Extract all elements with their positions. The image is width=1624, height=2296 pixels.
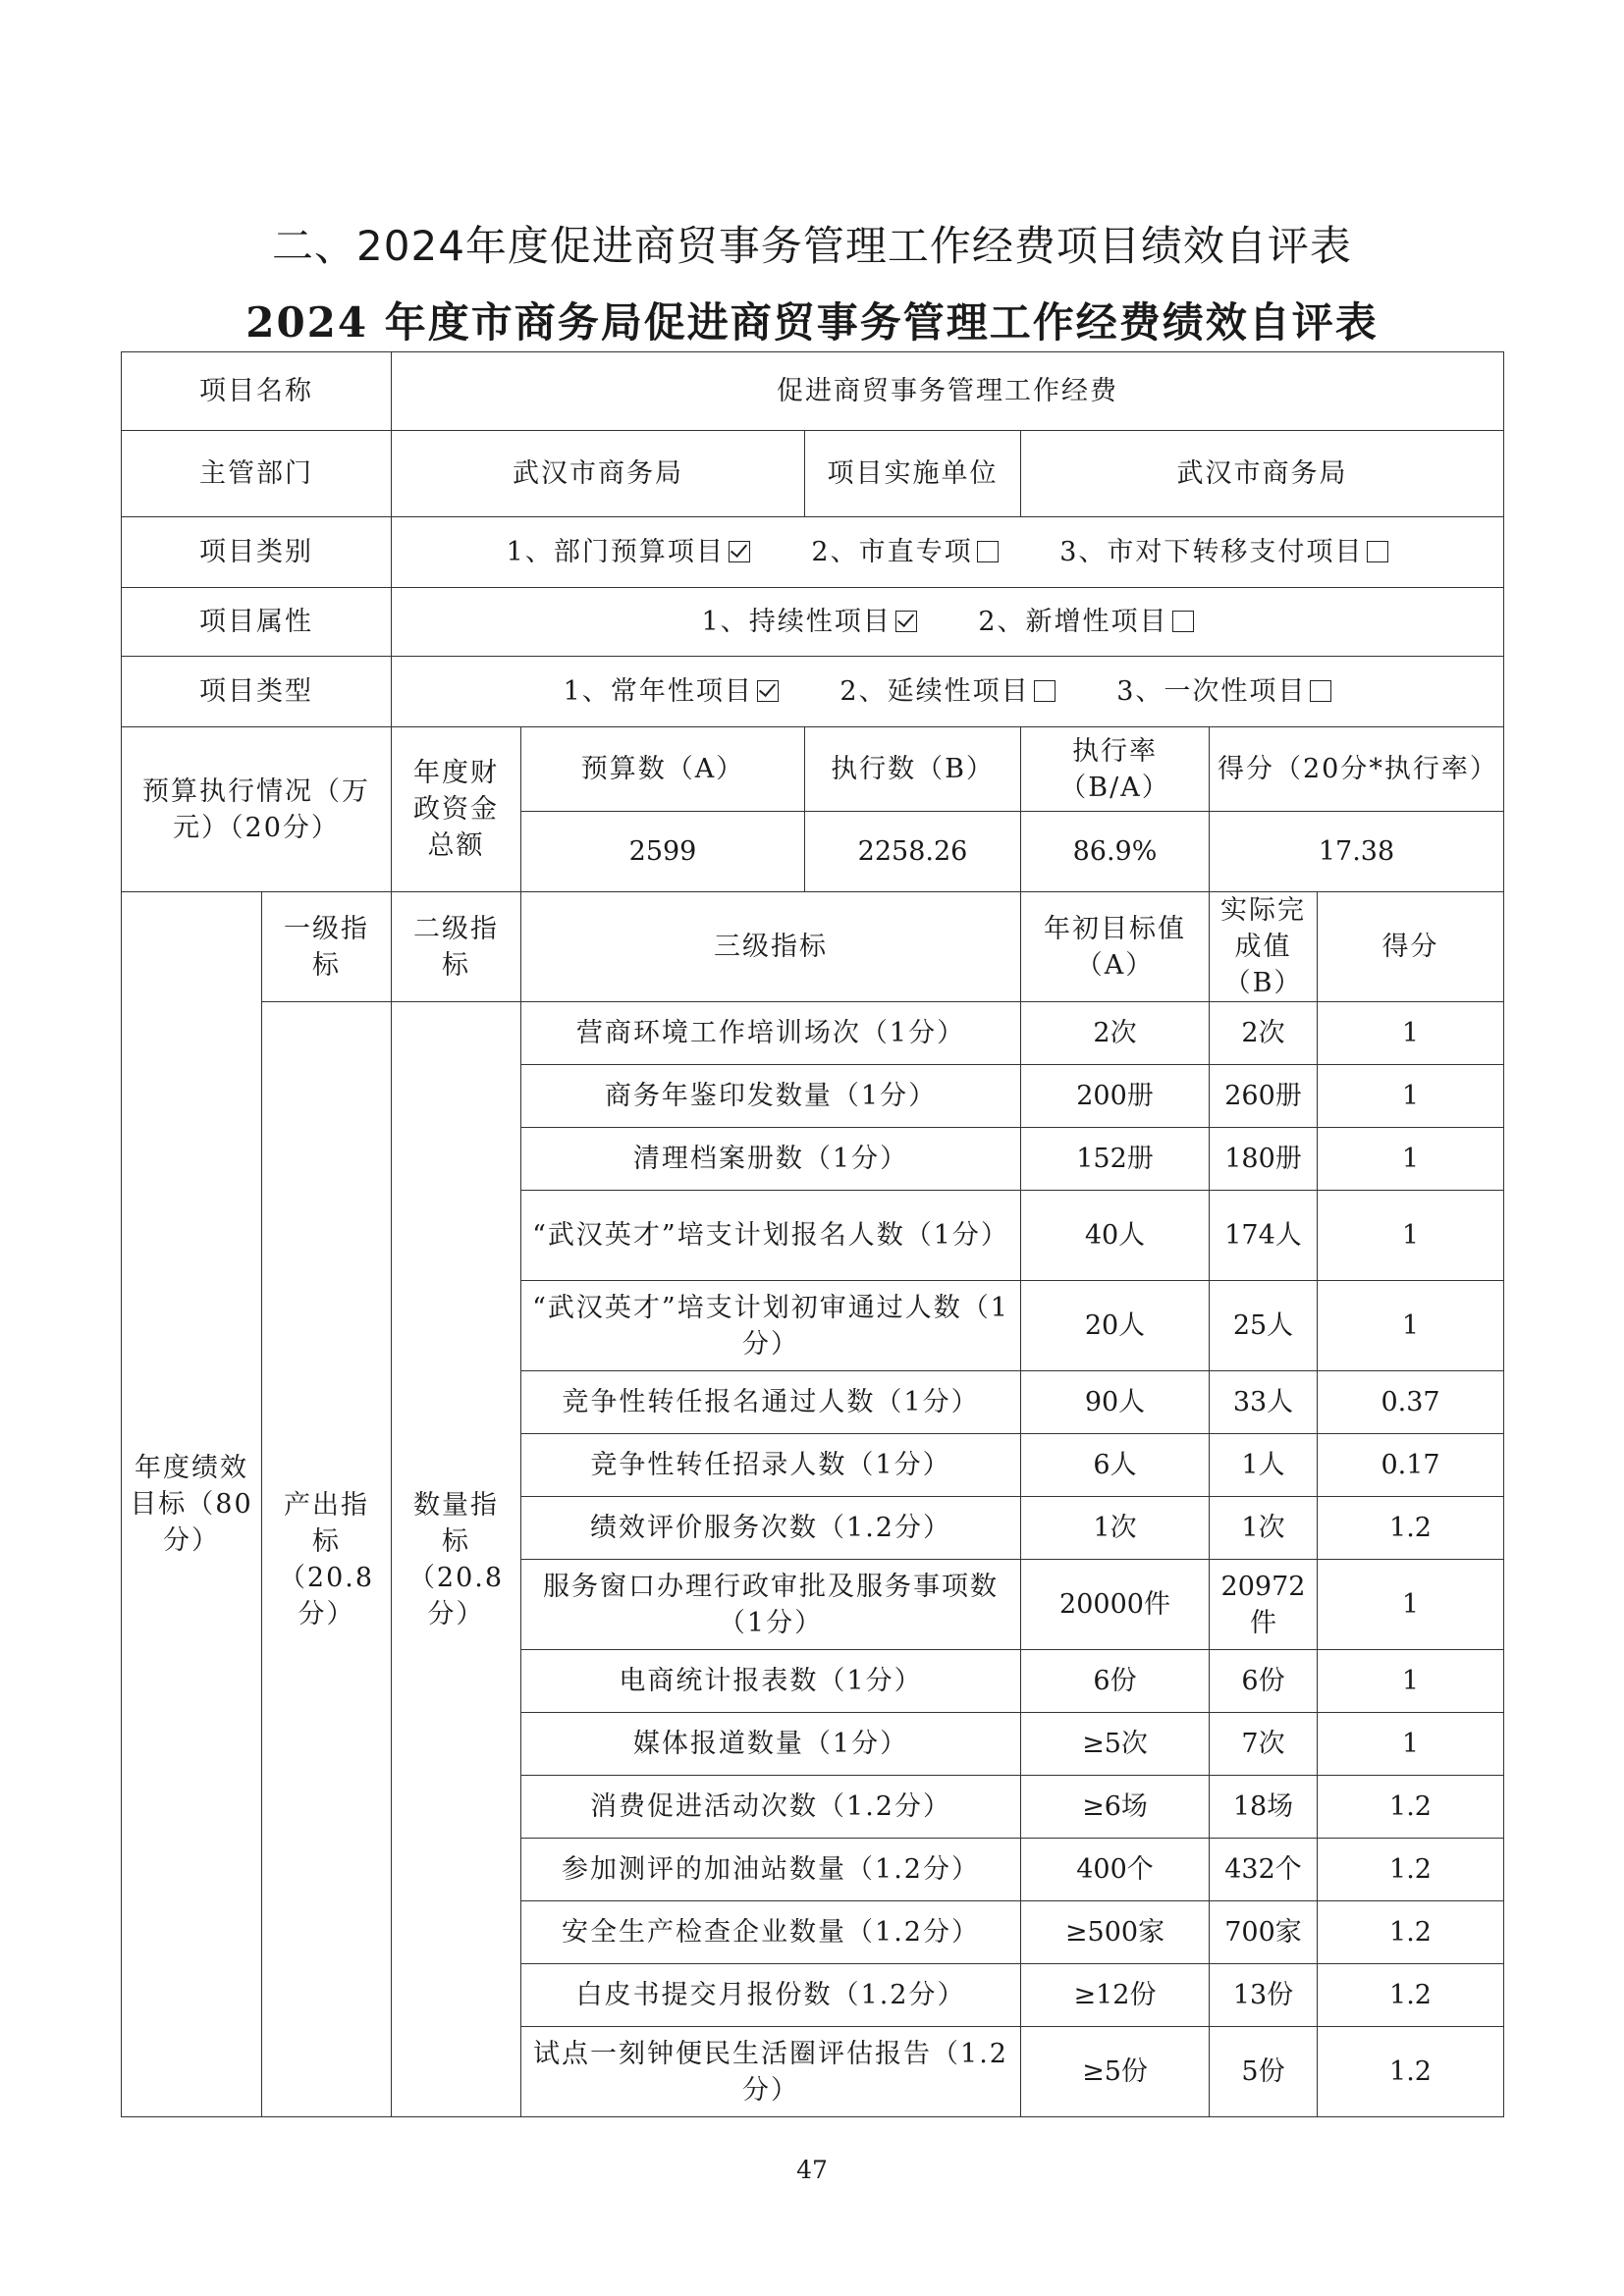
indicator-name: 绩效评价服务次数（1.2分）: [521, 1497, 1021, 1560]
indicator-score: 1.2: [1318, 2027, 1504, 2117]
level3-header: 三级指标: [521, 892, 1021, 1002]
budget-rate-value: 86.9%: [1021, 812, 1210, 892]
indicator-score: 1.2: [1318, 1497, 1504, 1560]
indicator-name: 消费促进活动次数（1.2分）: [521, 1776, 1021, 1839]
indicator-name: 电商统计报表数（1分）: [521, 1650, 1021, 1713]
level2-header: 二级指标: [392, 892, 521, 1002]
category-option-2-text: 2、市直专项: [811, 537, 973, 567]
indicator-target: ≥6场: [1021, 1776, 1210, 1839]
category-row: [122, 517, 1504, 588]
department-row: [122, 431, 1504, 517]
indicator-actual: 20972件: [1210, 1560, 1318, 1650]
indicator-score: 1: [1318, 1191, 1504, 1281]
project-name-label: 项目名称: [122, 352, 392, 431]
category-option-2: [811, 534, 998, 570]
actual-header: 实际完成值（B）: [1210, 892, 1318, 1002]
indicator-name: 参加测评的加油站数量（1.2分）: [521, 1839, 1021, 1901]
budget-col-a: 预算数（A）: [521, 727, 805, 812]
annual-goal-label: 年度绩效目标（80分）: [122, 892, 262, 2117]
level1-output-indicator: 产出指标（20.8分）: [262, 1002, 392, 2117]
category-option-1: [507, 534, 750, 570]
level1-header: 一级指标: [262, 892, 392, 1002]
indicator-target: 20000件: [1021, 1560, 1210, 1650]
checked-checkbox-icon: [895, 611, 917, 632]
indicator-actual: 700家: [1210, 1901, 1318, 1964]
indicator-score: 1: [1318, 1002, 1504, 1065]
type-option-3: [1116, 673, 1331, 710]
budget-col-rate: 执行率（B/A）: [1021, 727, 1210, 812]
level2-quantity-indicator: 数量指标（20.8分）: [392, 1002, 521, 2117]
indicator-actual: 1人: [1210, 1434, 1318, 1497]
indicator-score: 1.2: [1318, 1901, 1504, 1964]
attribute-option-1-text: 1、持续性项目: [701, 607, 892, 637]
page-number: 47: [796, 2156, 828, 2184]
indicator-name: 竞争性转任招录人数（1分）: [521, 1434, 1021, 1497]
target-header: 年初目标值（A）: [1021, 892, 1210, 1002]
indicator-header-row: [122, 892, 1504, 1002]
attribute-option-2: [978, 604, 1193, 640]
indicator-score: 0.17: [1318, 1434, 1504, 1497]
budget-col-score: 得分（20分*执行率）: [1210, 727, 1504, 812]
indicator-target: 2次: [1021, 1002, 1210, 1065]
category-option-3-text: 3、市对下转移支付项目: [1059, 537, 1364, 567]
category-option-3: [1059, 534, 1388, 570]
indicator-actual: 13份: [1210, 1964, 1318, 2027]
indicator-score: 1: [1318, 1713, 1504, 1776]
type-option-1-text: 1、常年性项目: [563, 676, 753, 707]
indicator-actual: 260册: [1210, 1065, 1318, 1128]
indicator-name: 媒体报道数量（1分）: [521, 1713, 1021, 1776]
indicator-score: 1: [1318, 1128, 1504, 1191]
category-option-1-text: 1、部门预算项目: [506, 537, 725, 567]
indicator-name: 试点一刻钟便民生活圈评估报告（1.2分）: [521, 2027, 1021, 2117]
indicator-target: 6份: [1021, 1650, 1210, 1713]
budget-a-value: 2599: [521, 812, 805, 892]
empty-checkbox-icon: [1172, 611, 1194, 632]
type-option-2: [839, 673, 1055, 710]
type-option-1: [564, 673, 779, 710]
indicator-score: 1: [1318, 1560, 1504, 1650]
indicator-actual: 18场: [1210, 1776, 1318, 1839]
project-name-row: [122, 352, 1504, 431]
impl-unit-label: 项目实施单位: [805, 431, 1021, 517]
indicator-target: ≥5份: [1021, 2027, 1210, 2117]
indicator-actual: 432个: [1210, 1839, 1318, 1901]
indicator-target: ≥500家: [1021, 1901, 1210, 1964]
budget-total-label: 年度财政资金总额: [392, 727, 521, 892]
type-label: 项目类型: [122, 657, 392, 727]
attribute-option-1: [702, 604, 917, 640]
checked-checkbox-icon: [729, 541, 750, 562]
indicator-target: ≥12份: [1021, 1964, 1210, 2027]
indicator-name: “武汉英才”培支计划报名人数（1分）: [521, 1191, 1021, 1281]
indicator-actual: 25人: [1210, 1281, 1318, 1371]
empty-checkbox-icon: [1367, 541, 1388, 562]
indicator-name: 营商环境工作培训场次（1分）: [521, 1002, 1021, 1065]
indicator-target: 90人: [1021, 1371, 1210, 1434]
budget-col-b: 执行数（B）: [805, 727, 1021, 812]
dept-value: 武汉市商务局: [392, 431, 805, 517]
type-options: [392, 657, 1504, 727]
attribute-options: [392, 588, 1504, 657]
page-heading: 二、2024年度促进商贸事务管理工作经费项目绩效自评表: [272, 222, 1352, 270]
type-option-2-text: 2、延续性项目: [839, 676, 1030, 707]
indicator-actual: 2次: [1210, 1002, 1318, 1065]
indicator-name: 商务年鉴印发数量（1分）: [521, 1065, 1021, 1128]
type-option-3-text: 3、一次性项目: [1116, 676, 1307, 707]
indicator-target: 200册: [1021, 1065, 1210, 1128]
table-title: 2024 年度市商务局促进商贸事务管理工作经费绩效自评表: [245, 298, 1379, 347]
indicator-actual: 180册: [1210, 1128, 1318, 1191]
empty-checkbox-icon: [1310, 680, 1331, 702]
budget-score-value: 17.38: [1210, 812, 1504, 892]
checked-checkbox-icon: [757, 680, 779, 702]
indicator-score: 1: [1318, 1650, 1504, 1713]
dept-label: 主管部门: [122, 431, 392, 517]
indicator-row: [122, 1002, 1504, 1065]
type-row: [122, 657, 1504, 727]
indicator-actual: 6份: [1210, 1650, 1318, 1713]
attribute-row: [122, 588, 1504, 657]
budget-b-value: 2258.26: [805, 812, 1021, 892]
indicator-target: 152册: [1021, 1128, 1210, 1191]
budget-label: 预算执行情况（万元）（20分）: [122, 727, 392, 892]
attribute-option-2-text: 2、新增性项目: [978, 607, 1168, 637]
impl-unit-value: 武汉市商务局: [1021, 431, 1504, 517]
indicator-name: 服务窗口办理行政审批及服务事项数（1分）: [521, 1560, 1021, 1650]
indicator-target: 1次: [1021, 1497, 1210, 1560]
empty-checkbox-icon: [1034, 680, 1056, 702]
indicator-score: 1: [1318, 1281, 1504, 1371]
indicator-actual: 1次: [1210, 1497, 1318, 1560]
budget-header-row: [122, 727, 1504, 812]
self-evaluation-table: [121, 351, 1504, 2117]
project-name-value: 促进商贸事务管理工作经费: [392, 352, 1504, 431]
indicator-target: 6人: [1021, 1434, 1210, 1497]
category-label: 项目类别: [122, 517, 392, 588]
indicator-target: 40人: [1021, 1191, 1210, 1281]
attribute-label: 项目属性: [122, 588, 392, 657]
score-header: 得分: [1318, 892, 1504, 1002]
indicator-score: 1.2: [1318, 1839, 1504, 1901]
indicator-actual: 33人: [1210, 1371, 1318, 1434]
indicator-name: 清理档案册数（1分）: [521, 1128, 1021, 1191]
indicator-target: 400个: [1021, 1839, 1210, 1901]
indicator-name: 竞争性转任报名通过人数（1分）: [521, 1371, 1021, 1434]
indicator-name: 安全生产检查企业数量（1.2分）: [521, 1901, 1021, 1964]
indicator-score: 1.2: [1318, 1776, 1504, 1839]
indicator-score: 1.2: [1318, 1964, 1504, 2027]
indicator-name: 白皮书提交月报份数（1.2分）: [521, 1964, 1021, 2027]
indicator-score: 1: [1318, 1065, 1504, 1128]
indicator-score: 0.37: [1318, 1371, 1504, 1434]
indicator-actual: 7次: [1210, 1713, 1318, 1776]
indicator-actual: 174人: [1210, 1191, 1318, 1281]
indicator-target: ≥5次: [1021, 1713, 1210, 1776]
category-options: [392, 517, 1504, 588]
indicator-actual: 5份: [1210, 2027, 1318, 2117]
empty-checkbox-icon: [977, 541, 999, 562]
indicator-target: 20人: [1021, 1281, 1210, 1371]
indicator-name: “武汉英才”培支计划初审通过人数（1分）: [521, 1281, 1021, 1371]
